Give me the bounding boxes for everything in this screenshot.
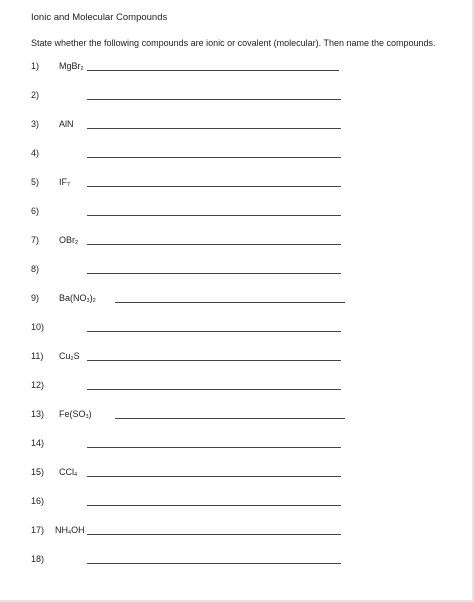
answer-line[interactable] [87, 534, 341, 535]
compound-formula: OBr$_2$ [59, 235, 79, 246]
question-row [0, 380, 474, 394]
question-row [0, 90, 474, 104]
compound-formula: $Cu_2S$ [59, 351, 80, 362]
question-number: 17) [31, 525, 45, 535]
question-row [0, 554, 474, 568]
answer-line[interactable] [115, 302, 345, 303]
answer-line[interactable] [87, 331, 341, 332]
compound-formula: MgBr$_2$ [59, 61, 84, 72]
answer-line[interactable] [87, 360, 341, 361]
question-number: 6) [31, 206, 40, 216]
answer-line[interactable] [87, 186, 341, 187]
worksheet-title: Ionic and Molecular Compounds [31, 12, 168, 23]
question-number: 5) [31, 177, 40, 187]
question-number: 2) [31, 90, 40, 100]
question-number: 1) [31, 61, 40, 71]
question-row [0, 409, 474, 423]
question-number: 16) [31, 496, 45, 506]
question-row [0, 496, 474, 510]
question-row [0, 525, 474, 539]
question-row [0, 438, 474, 452]
answer-line[interactable] [87, 215, 341, 216]
question-number: 15) [31, 467, 45, 477]
question-row [0, 148, 474, 162]
answer-line[interactable] [87, 273, 341, 274]
formula-subscript: 3 [86, 298, 90, 304]
answer-line[interactable] [87, 389, 341, 390]
question-number: 14) [31, 438, 45, 448]
question-number: 7) [31, 235, 40, 245]
compound-formula: AlN [59, 119, 74, 129]
question-number: 18) [31, 554, 45, 564]
formula-subscript: 4 [74, 472, 78, 478]
formula-subscript: 4 [68, 530, 72, 536]
answer-line[interactable] [87, 128, 341, 129]
answer-line[interactable] [87, 70, 339, 71]
question-row [0, 293, 474, 307]
compound-formula: $NH_4OH$ [55, 525, 85, 536]
compound-formula: $IF_7$ [59, 177, 71, 188]
question-row [0, 235, 474, 249]
formula-subscript: 2 [80, 66, 84, 72]
question-row [0, 61, 474, 75]
question-number: 12) [31, 380, 45, 390]
answer-line[interactable] [87, 476, 341, 477]
question-number: 9) [31, 293, 40, 303]
answer-line[interactable] [87, 99, 341, 100]
answer-line[interactable] [87, 505, 341, 506]
compound-formula: CCl$_4$ [59, 467, 78, 478]
compound-formula: $Ba(NO_3)_2$ [59, 293, 96, 304]
question-number: 11) [31, 351, 44, 361]
question-row [0, 467, 474, 481]
question-row [0, 322, 474, 336]
formula-subscript: 7 [67, 182, 71, 188]
question-row [0, 351, 474, 365]
formula-subscript: 2 [92, 298, 96, 304]
answer-line[interactable] [87, 563, 341, 564]
formula-subscript: 2 [70, 356, 74, 362]
question-number: 8) [31, 264, 40, 274]
question-number: 10) [31, 322, 45, 332]
answer-line[interactable] [87, 244, 341, 245]
question-row [0, 206, 474, 220]
instructions: State whether the following compounds are ionic or covalent (molecular). Then name the compounds. [31, 38, 436, 48]
answer-line[interactable] [87, 447, 341, 448]
formula-subscript: 3 [85, 414, 89, 420]
question-row [0, 177, 474, 191]
question-number: 13) [31, 409, 45, 419]
question-row [0, 119, 474, 133]
question-number: 4) [31, 148, 40, 158]
formula-subscript: 2 [75, 240, 79, 246]
question-number: 3) [31, 119, 40, 129]
answer-line[interactable] [115, 418, 345, 419]
answer-line[interactable] [87, 157, 341, 158]
question-row [0, 264, 474, 278]
compound-formula: $Fe(SO_3)$ [59, 409, 92, 420]
